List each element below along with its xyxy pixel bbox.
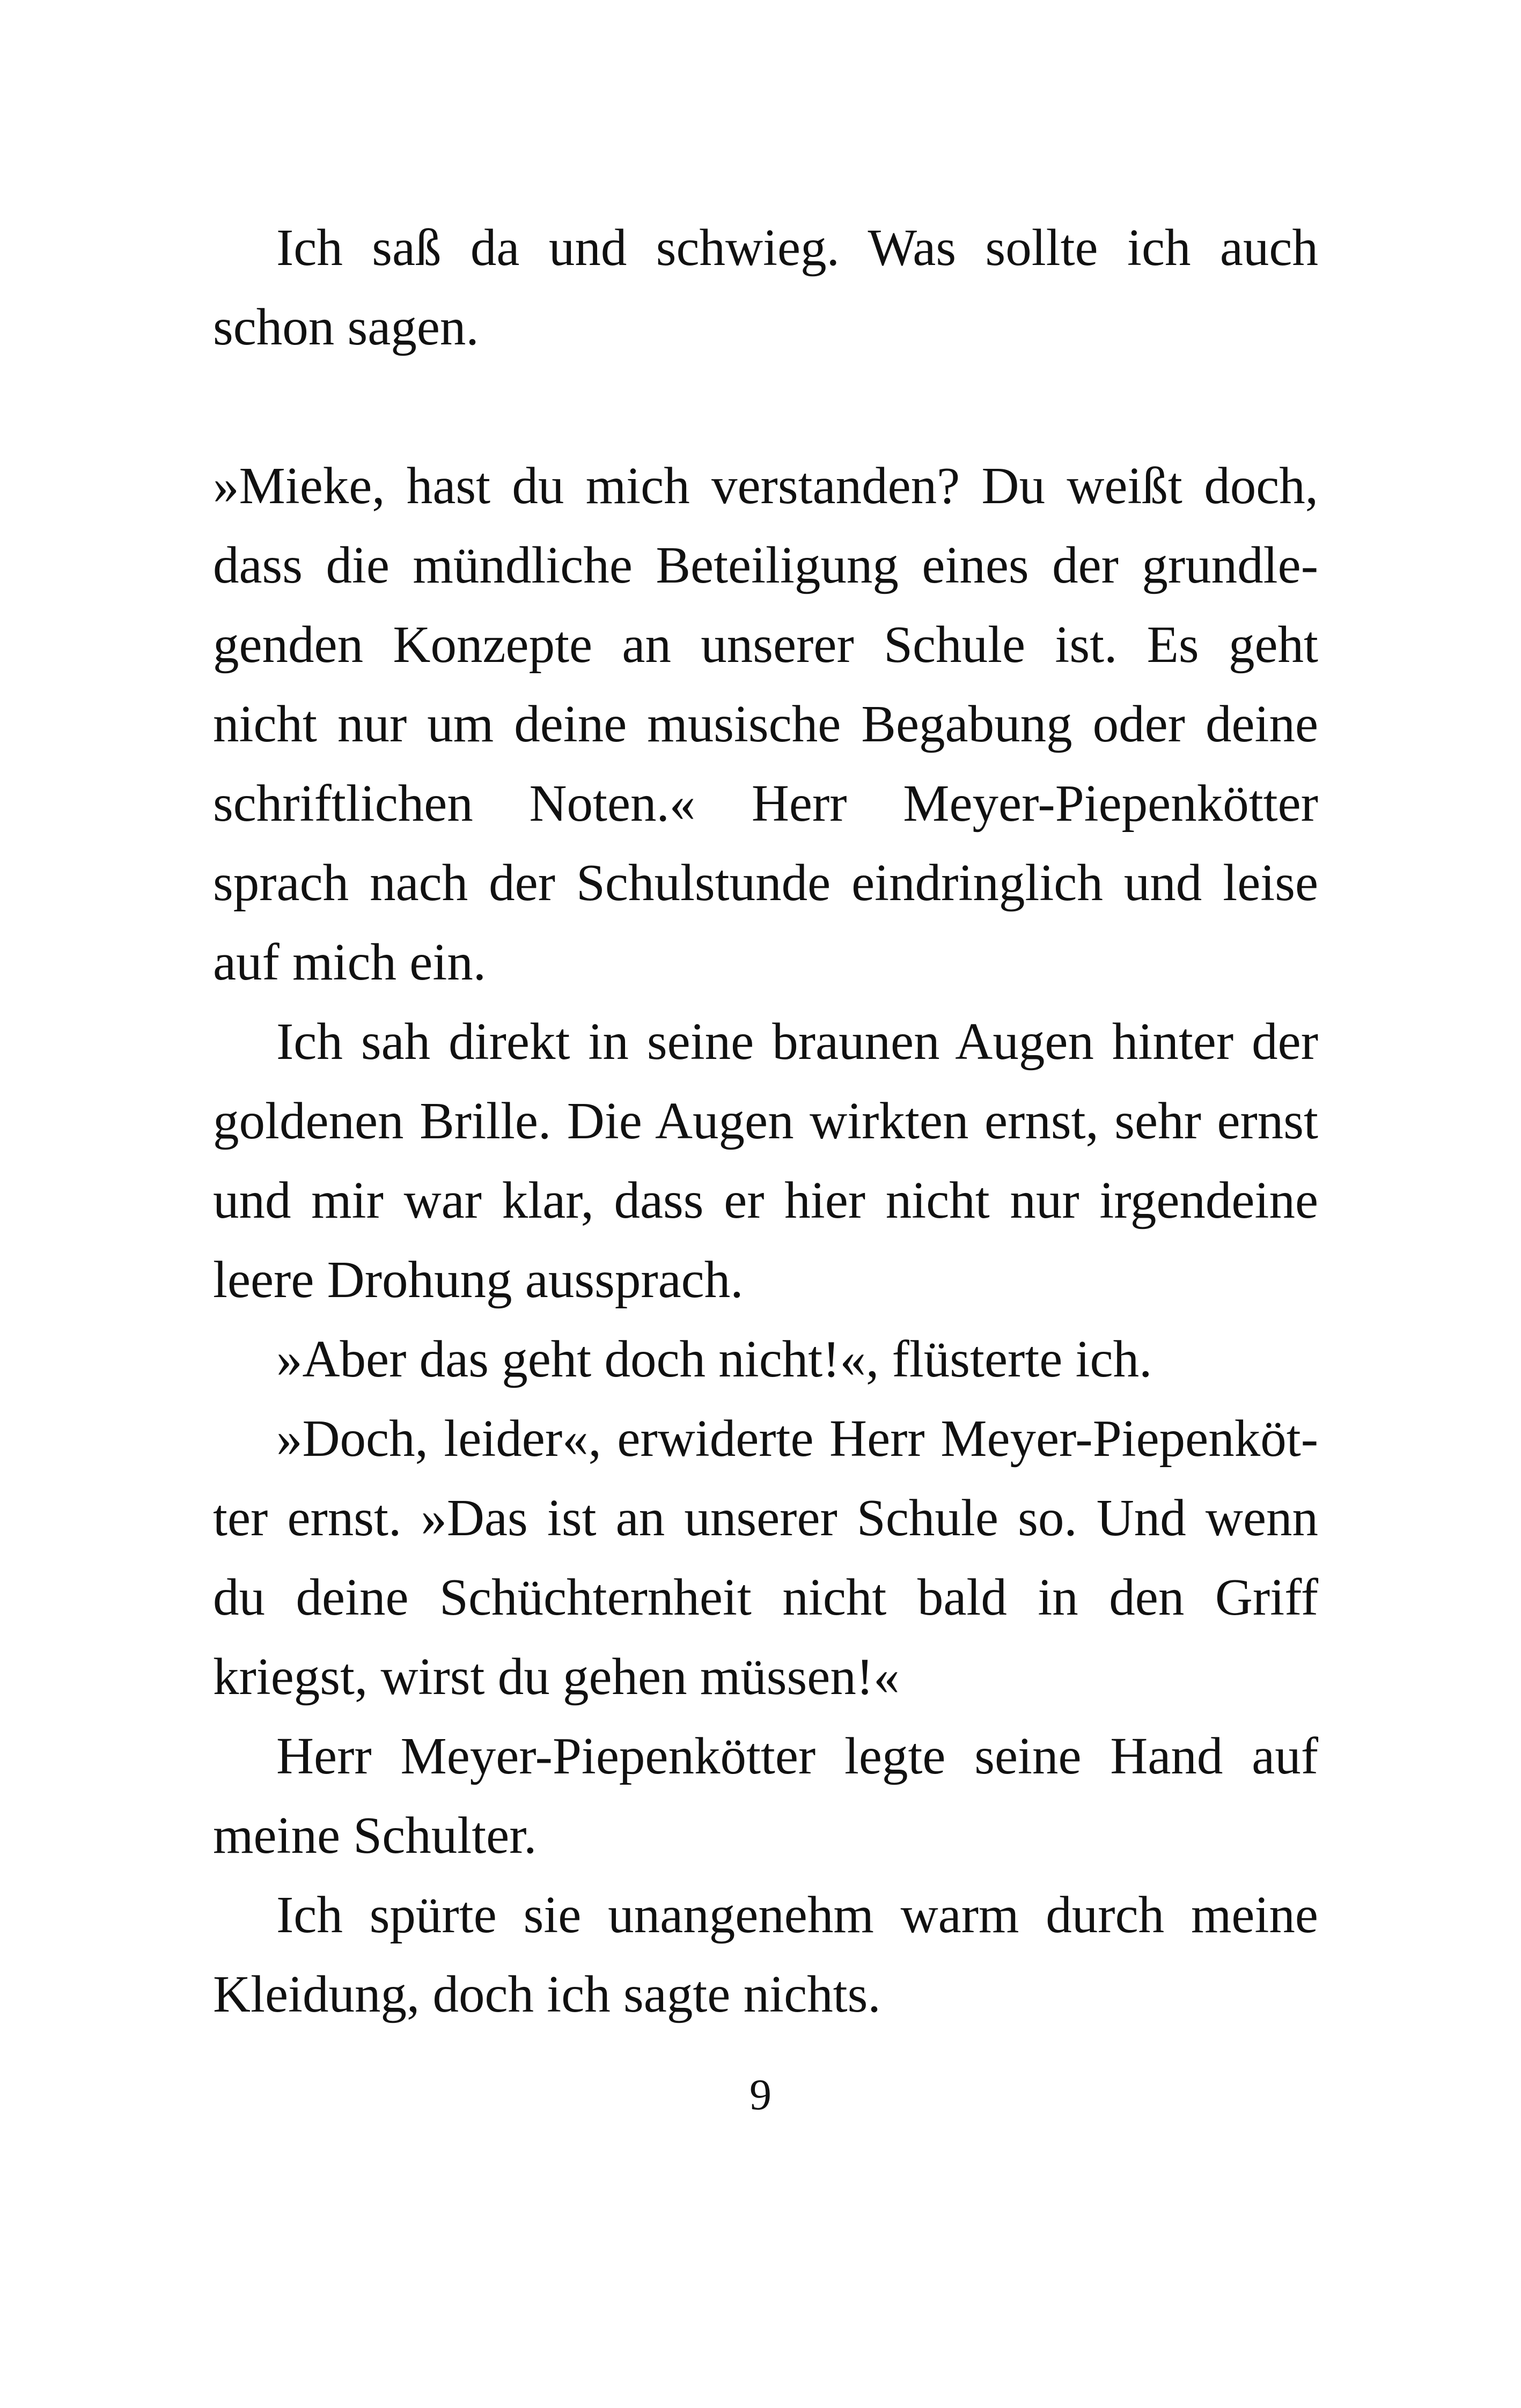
body-text xyxy=(213,208,1318,2034)
paragraph-7: Ich spürte sie unangenehm warm durch meine Kleidung, doch ich sagte nichts. xyxy=(213,1886,1318,2023)
paragraph-1: Ich saß da und schwieg. Was sollte ich auch schon sagen. xyxy=(213,219,1318,356)
paragraph-4: »Aber das geht doch nicht!«, flüsterte ich. xyxy=(276,1330,1152,1388)
paragraph-2: »Mieke, hast du mich verstanden? Du weißt doch, dass die mündliche Beteiligung eines der grundlegenden Konzepte an unserer Schule ist. Es geht nicht nur um deine musische Begabung oder deine schriftlichen Noten.« Herr Meyer-Piepenkötter sprach nach der Schulstunde eindringlich und leise auf mich ein. xyxy=(213,457,1318,991)
paragraph-6: Herr Meyer-Piepenkötter legte seine Hand auf meine Schulter. xyxy=(213,1727,1318,1864)
page-number: 9 xyxy=(750,2070,771,2119)
paragraph-3: Ich sah direkt in seine braunen Augen hinter der goldenen Brille. Die Augen wirkten ernst, sehr ernst und mir war klar, dass er hier nicht nur irgendeine leere Drohung aussprach. xyxy=(213,1013,1318,1308)
paragraph-5: »Doch, leider«, erwiderte Herr Meyer-Piepenkötter ernst. »Das ist an unserer Schule so. Und wenn du deine Schüchternheit nicht bald in den Griff kriegst, wirst du gehen müssen!« xyxy=(213,1410,1318,1705)
